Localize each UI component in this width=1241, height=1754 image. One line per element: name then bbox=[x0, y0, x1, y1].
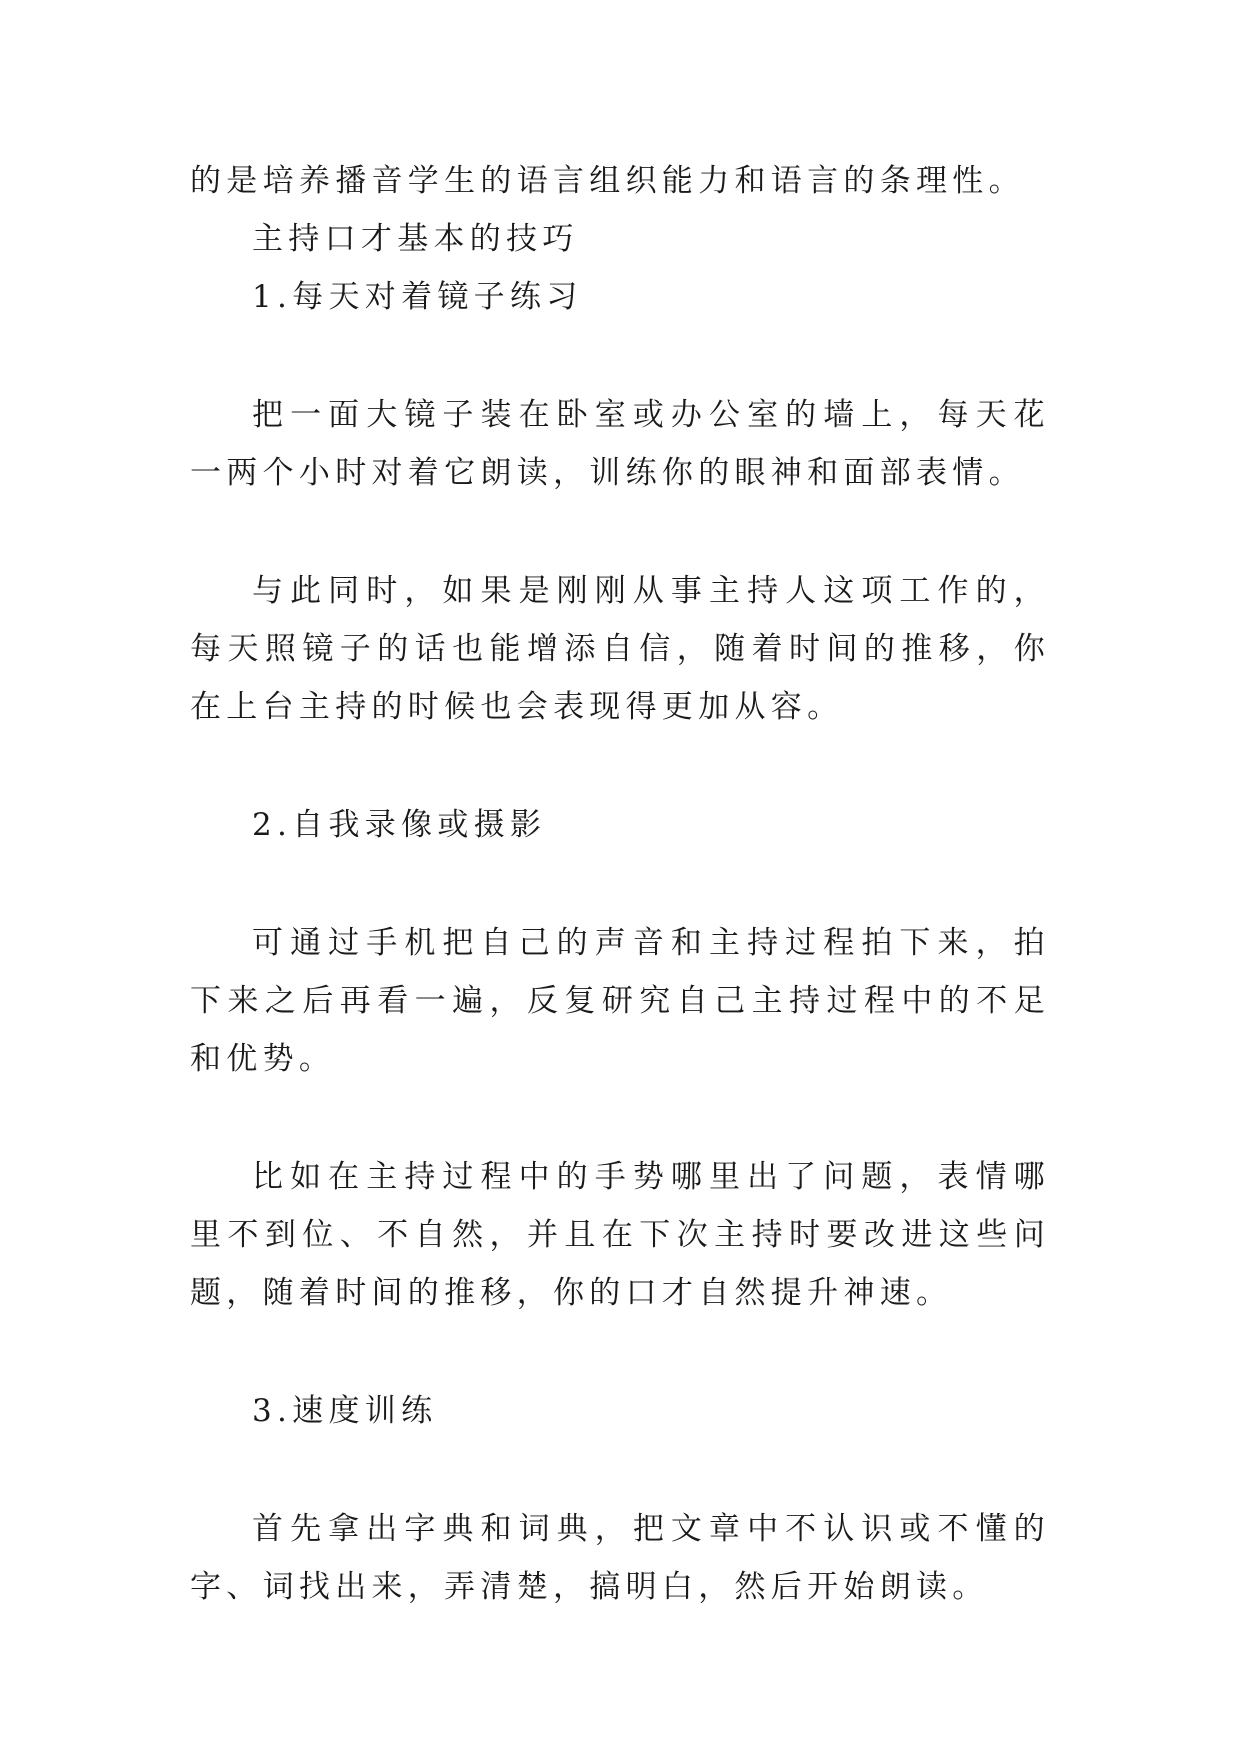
paragraph-2-2: 比如在主持过程中的手势哪里出了问题，表情哪里不到位、不自然，并且在下次主持时要改进这些问题，随着时间的推移，你的口才自然提升神速。 bbox=[190, 1159, 1050, 1311]
section-title: 主持口才基本的技巧 bbox=[252, 221, 579, 257]
paragraph-1-1: 把一面大镜子装在卧室或办公室的墙上，每天花一两个小时对着它朗读，训练你的眼神和面部表情。 bbox=[190, 397, 1050, 491]
heading-3: 3.速度训练 bbox=[252, 1393, 438, 1429]
document-body bbox=[190, 152, 1050, 1616]
heading-1: 1.每天对着镜子练习 bbox=[252, 279, 583, 315]
paragraph-1-2: 与此同时，如果是刚刚从事主持人这项工作的，每天照镜子的话也能增添自信，随着时间的推移，你在上台主持的时候也会表现得更加从容。 bbox=[190, 573, 1050, 725]
lead-line: 的是培养播音学生的语言组织能力和语言的条理性。 bbox=[190, 163, 1025, 199]
heading-2: 2.自我录像或摄影 bbox=[252, 807, 547, 843]
paragraph-2-1: 可通过手机把自己的声音和主持过程拍下来，拍下来之后再看一遍，反复研究自己主持过程中的不足和优势。 bbox=[190, 925, 1050, 1077]
paragraph-3-1: 首先拿出字典和词典，把文章中不认识或不懂的字、词找出来，弄清楚，搞明白，然后开始朗读。 bbox=[190, 1511, 1050, 1605]
